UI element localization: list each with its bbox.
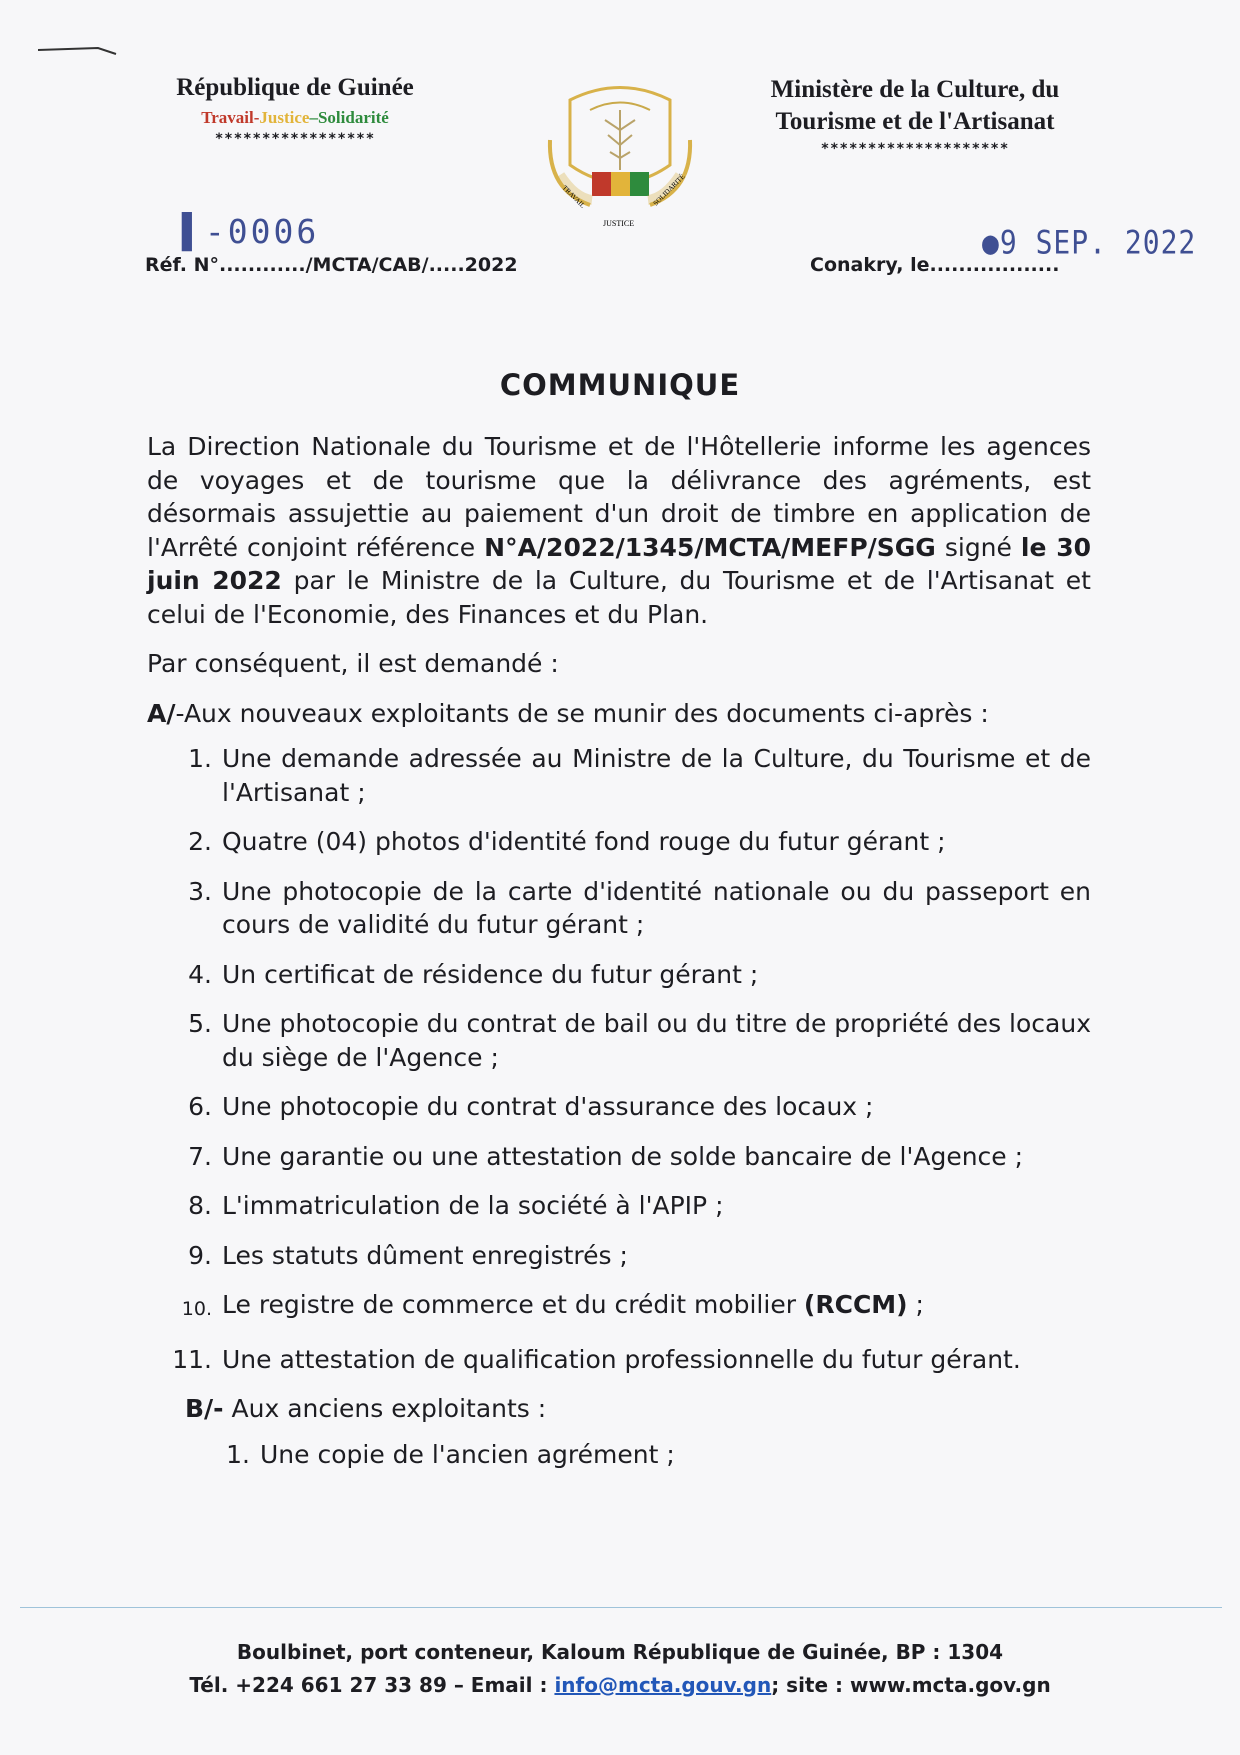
list-item [147,1343,1091,1377]
item-text: Une copie de l'ancien agrément ; [260,1439,675,1469]
motto-travail: Travail- [201,108,260,127]
list-item [147,825,1091,859]
item-text: L'immatriculation de la société à l'APIP ; [222,1191,724,1220]
intro-part3: par le Ministre de la Culture, du Tourisme et de l'Artisanat et celui de l'Economie, des Finances et du Plan. [147,566,1091,629]
footer-contact [0,1669,1240,1702]
item-number: 2. [188,827,212,856]
item-number: 5. [188,1009,212,1038]
item-text: Une photocopie du contrat d'assurance des locaux ; [222,1092,874,1121]
stamp-date-mark: ● [982,223,1000,262]
item-text: Un certificat de résidence du futur gérant ; [222,959,759,989]
motto-solidarite: –Solidarité [309,108,389,127]
item-text: Une attestation de qualification professionnelle du futur gérant. [222,1344,1021,1374]
item-number: 6. [188,1092,212,1121]
ministry-name-line1: Ministère de la Culture, du [770,76,1060,103]
reference-line: Réf. N°............/MCTA/CAB/.....2022 [145,254,518,276]
ministry-name-line2: Tourisme et de l'Artisanat [775,108,1055,135]
list-item [147,1140,1091,1174]
footer-email-link[interactable]: info@mcta.gouv.gn [554,1673,772,1697]
emblem-right-text: SOLIDARITÉ [651,172,687,208]
intro-paragraph [147,430,1091,631]
reference-number-stamp [182,212,319,251]
motto-justice: Justice [259,108,310,127]
footer-divider [20,1607,1222,1608]
emblem-left-text: TRAVAIL [560,183,587,210]
item-text: Une photocopie de la carte d'identité nationale ou du passeport en cours de validité du futur gérant ; [222,876,1091,939]
list-item [147,1438,1091,1472]
item-text: Quatre (04) photos d'identité fond rouge du futur gérant ; [222,827,946,856]
footer-address: Boulbinet, port conteneur, Kaloum République de Guinée, BP : 1304 [236,1640,1004,1664]
scan-mark [38,42,118,56]
intro-part2: signé [935,532,1021,562]
intro-part1: La Direction Nationale du Tourisme et de l'Hôtellerie informe les agences de voyages et de tourisme que la délivrance des agréments, est désormais assujettie au paiement d'un droit de timbre en application de l'Arrêté conjoint référence [147,432,1091,562]
item10-end: ; [907,1290,924,1319]
item-text: Une garantie ou une attestation de solde bancaire de l'Agence ; [222,1141,1024,1171]
list-item [147,1007,1091,1074]
intro-decree-date: le 30 juin 2022 [147,532,1091,595]
place-date-line: Conakry, le.................. [810,254,1060,276]
list-item [147,1239,1091,1273]
section-b-list [147,1438,1091,1472]
item-text: Une photocopie du contrat de bail ou du titre de propriété des locaux du siège de l'Agence ; [222,1009,1091,1072]
item-number: 11. [172,1344,212,1374]
stamp-date-text: 9 SEP. 2022 [999,223,1197,262]
stars-divider-left: ***************** [214,131,376,147]
item-number: 1. [226,1439,250,1469]
national-motto [150,108,440,128]
country-name: République de Guinée [176,74,414,101]
list-item [147,1288,1091,1327]
stamp-ref-number: -0006 [204,212,320,251]
item-text: Une demande adressée au Ministre de la Culture, du Tourisme et de l'Artisanat ; [222,744,1091,807]
document-title: COMMUNIQUE [499,368,741,402]
document-body [147,430,1091,1487]
item-number: 4. [188,959,212,989]
emblem-bottom-text: JUSTICE [603,219,635,228]
footer-phone: Tél. +224 661 27 33 89 – Email : [189,1673,555,1697]
ministry-header [730,74,1100,157]
item-text [222,1288,1091,1327]
item10-text: Le registre de commerce et du crédit mobilier [222,1290,804,1319]
section-a-prefix: A/ [147,698,176,728]
section-a-list [147,742,1091,1376]
section-b-heading [185,1392,1091,1426]
section-b-text: Aux anciens exploitants : [223,1394,547,1423]
footer [0,1636,1240,1702]
list-item [147,1189,1091,1223]
stamp-ref-mark: ▌ [182,212,205,251]
consequence-line: Par conséquent, il est demandé : [147,649,559,678]
item-number: 10. [181,1298,212,1320]
list-item [147,742,1091,809]
item-number: 1. [188,744,212,773]
footer-site: ; site : www.mcta.gov.gn [771,1673,1051,1697]
item-number: 9. [188,1240,212,1270]
coat-of-arms-emblem [530,80,710,240]
item-text: Les statuts dûment enregistrés ; [222,1240,628,1270]
section-a-heading [147,697,1091,731]
list-item [147,1090,1091,1124]
republic-header [150,74,440,147]
intro-decree-ref: N°A/2022/1345/MCTA/MEFP/SGG [484,532,936,562]
list-item [147,958,1091,992]
item-number: 7. [188,1141,212,1171]
list-item [147,875,1091,942]
item-number: 3. [188,876,212,906]
section-a-text: -Aux nouveaux exploitants de se munir des documents ci-après : [175,698,989,728]
stars-divider-right: ******************** [820,141,1010,157]
item10-rccm: (RCCM) [803,1290,908,1319]
section-b-prefix: B/- [185,1394,224,1423]
item-number: 8. [188,1191,212,1220]
